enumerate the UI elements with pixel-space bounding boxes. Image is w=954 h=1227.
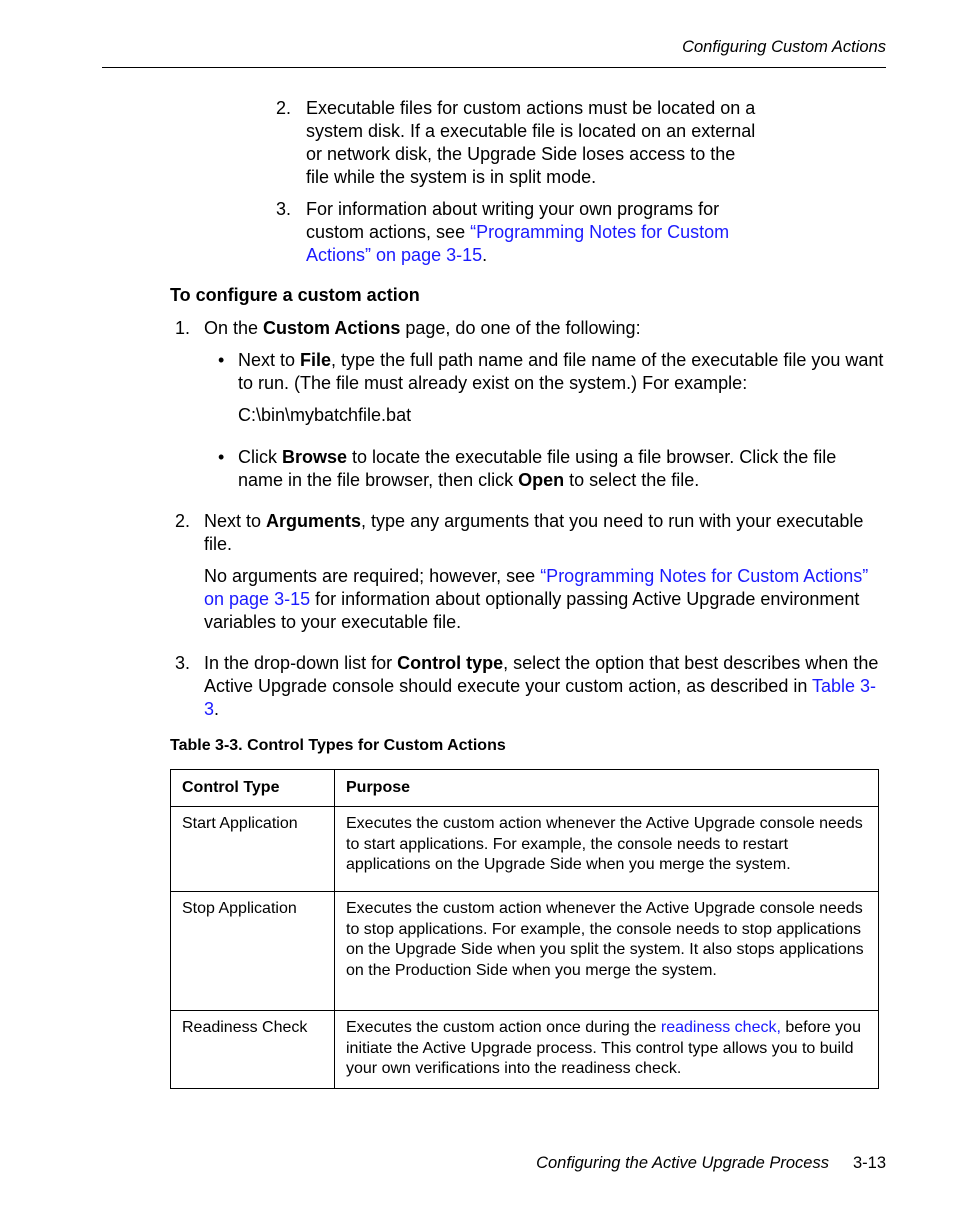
column-header: Control Type	[171, 770, 335, 807]
readiness-check-link[interactable]: readiness check,	[660, 1019, 781, 1036]
step-text: In the drop-down list for Control type, select the option that best describes when the Active Upgrade console should execute your custom action, as described in Table 3-3.	[204, 653, 879, 719]
table-header-row	[171, 770, 879, 807]
purpose-cell: Executes the custom action whenever the Active Upgrade console needs to stop applications. For example, the console needs to stop applications on the Upgrade Side when you split the system. It also stops applications on the Production Side when you merge the system.	[335, 892, 879, 1011]
table-row	[171, 807, 879, 892]
control-type-cell: Start Application	[171, 807, 335, 892]
column-header: Purpose	[335, 770, 879, 807]
note-number: 2.	[276, 98, 292, 118]
note-text: For information about writing your own programs for custom actions, see “Programming Notes for Custom Actions” on page 3-15.	[306, 199, 730, 265]
programming-notes-link[interactable]: “Programming Notes for Custom Actions” on page 3-15	[306, 222, 730, 265]
control-type-cell: Stop Application	[171, 892, 335, 1011]
table-row	[171, 1011, 879, 1089]
bullet: •	[218, 350, 225, 370]
running-header: Configuring Custom Actions	[682, 38, 886, 56]
step-number: 3.	[175, 653, 191, 673]
header-rule	[102, 67, 886, 68]
example-path: C:\bin\mybatchfile.bat	[238, 405, 412, 425]
procedure-heading: To configure a custom action	[170, 285, 420, 305]
purpose-cell: Executes the custom action whenever the Active Upgrade console needs to start applications. For example, the console needs to restart applications on the Upgrade Side when you merge the system.	[335, 807, 879, 892]
control-types-table	[170, 769, 879, 1089]
step-text: On the Custom Actions page, do one of the following:	[204, 318, 641, 338]
page-number: 3-13	[852, 1154, 886, 1172]
page-footer	[536, 1154, 886, 1173]
bullet-text: Click Browse to locate the executable file using a file browser. Click the file name in the file browser, then click Open to select the file.	[238, 447, 837, 490]
step-number: 2.	[175, 511, 191, 531]
control-type-cell: Readiness Check	[171, 1011, 335, 1089]
bullet: •	[218, 447, 225, 467]
table-3-3-link[interactable]: Table 3-3	[204, 676, 877, 719]
step-number: 1.	[175, 318, 191, 338]
step-text: Next to Arguments, type any arguments that you need to run with your executable file.	[204, 511, 864, 554]
step-note: No arguments are required; however, see “Programming Notes for Custom Actions” on page 3-15 for information about optionally passing Active Upgrade environment variables to your executable file.	[204, 566, 869, 632]
programming-notes-link[interactable]: “Programming Notes for Custom Actions” on page 3-15	[204, 566, 869, 609]
note-number: 3.	[276, 199, 292, 219]
bullet-text: Next to File, type the full path name and file name of the executable file you want to run. (The file must already exist on the system.) For example:	[238, 350, 884, 393]
purpose-cell: Executes the custom action once during the readiness check, before you initiate the Active Upgrade process. This control type allows you to build your own verifications into the readiness check.	[335, 1011, 879, 1089]
table-row	[171, 892, 879, 1011]
note-text: Executable files for custom actions must be located on a system disk. If a executable file is located on an external or network disk, the Upgrade Side loses access to the file while the system is in split mode.	[306, 98, 756, 187]
table-caption: Table 3-3. Control Types for Custom Actions	[170, 737, 506, 754]
chapter-title: Configuring the Active Upgrade Process	[536, 1154, 829, 1172]
